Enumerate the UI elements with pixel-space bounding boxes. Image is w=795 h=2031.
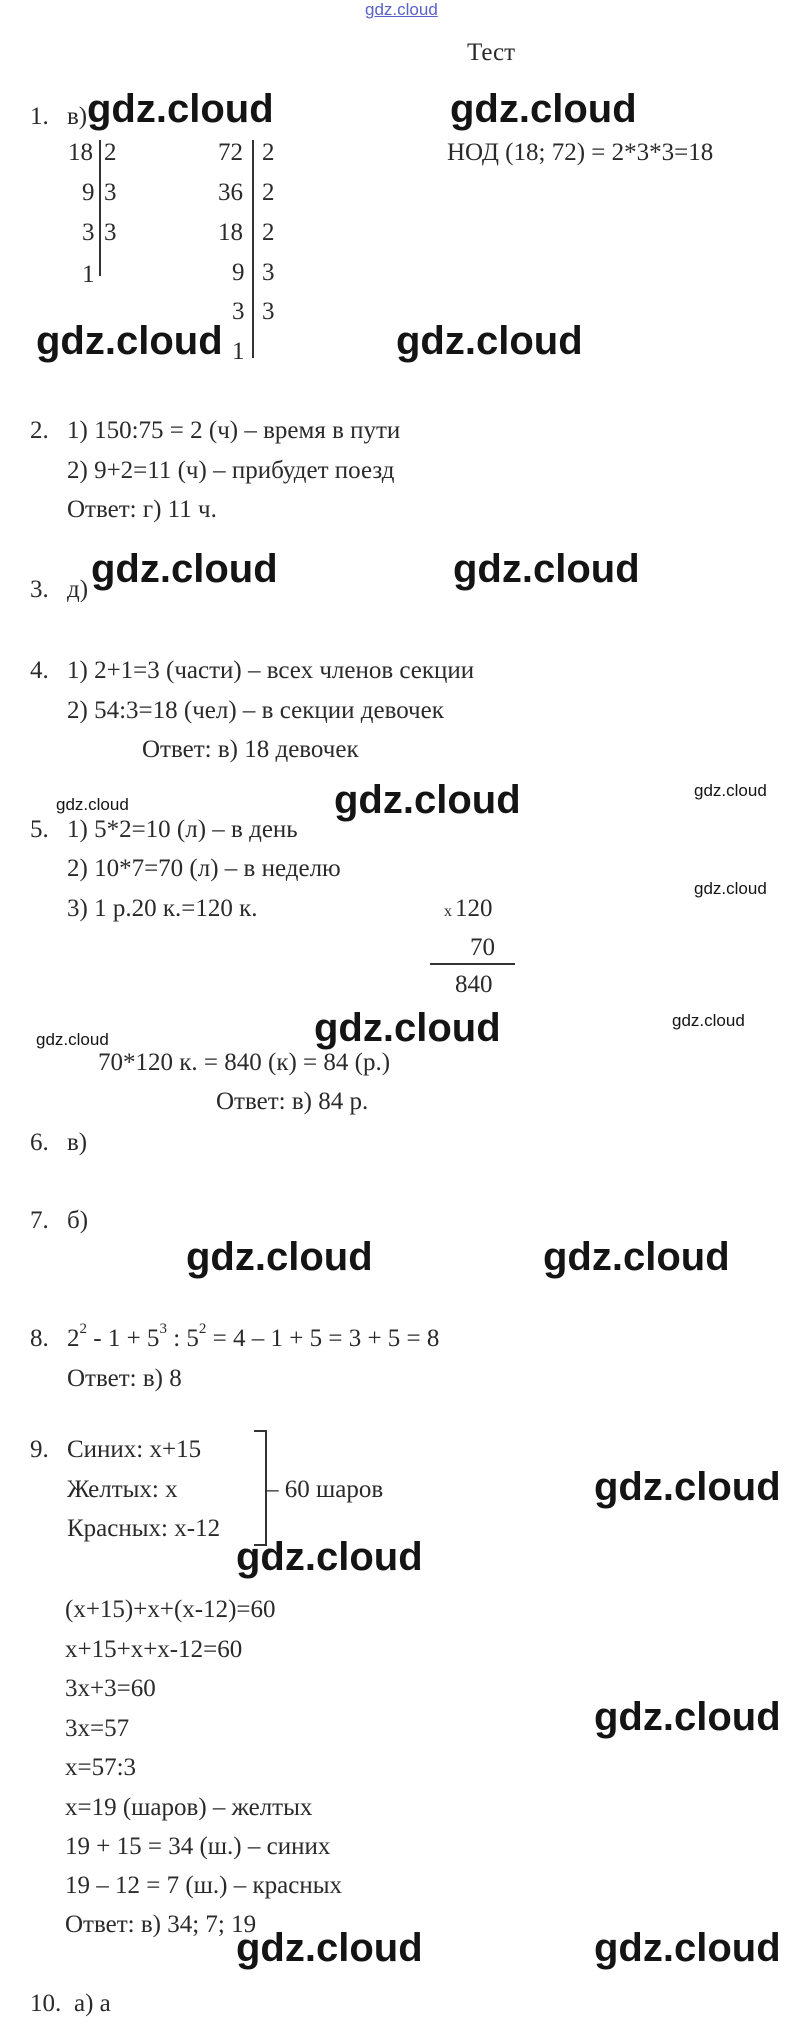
q1-b-left-0: 72 [218,139,243,166]
q1-gcd: НОД (18; 72) = 2*3*3=18 [447,139,714,166]
q5-line-2: 3) 1 р.20 к.=120 к. [67,895,258,922]
q1-b-right-2: 2 [262,219,275,246]
q4-line-1: 2) 54:3=18 (чел) – в секции девочек [67,697,444,724]
watermark: gdz.cloud [236,1535,423,1579]
q1-b-left-5: 1 [232,338,245,365]
q5-mult-result: 840 [455,971,493,998]
q6-number: 6. [30,1129,49,1156]
q1-b-right-4: 3 [262,298,275,325]
q9-number: 9. [30,1436,49,1463]
q1-b-left-2: 18 [218,219,243,246]
q1-b-right-0: 2 [262,139,275,166]
watermark: gdz.cloud [453,547,640,591]
q1-answer: в) [67,103,88,130]
watermark: gdz.cloud [672,1011,745,1030]
watermark: gdz.cloud [543,1235,730,1279]
q10-answer: а) а [74,1990,111,2017]
watermark: gdz.cloud [334,778,521,822]
q9-step-7: 19 – 12 = 7 (ш.) – красных [65,1872,343,1899]
watermark: gdz.cloud [594,1926,781,1970]
site-link-top[interactable]: gdz.cloud [365,0,438,19]
q4-line-0: 1) 2+1=3 (части) – всех членов секции [67,657,475,684]
q5-mult-b: 70 [470,934,495,961]
q1-b-right-3: 3 [262,259,275,286]
q1-a-left-1: 9 [82,179,95,206]
q7-number: 7. [30,1207,49,1234]
q9-step-4: x=57:3 [65,1754,137,1781]
watermark: gdz.cloud [91,547,278,591]
q1-a-right-0: 2 [104,139,117,166]
q1-a-right-1: 3 [104,179,117,206]
q5-mult-a: 120 [455,895,493,922]
q5-line-1: 2) 10*7=70 (л) – в неделю [67,855,341,882]
watermark: gdz.cloud [87,87,274,131]
q1-number: 1. [30,103,49,130]
q10-number: 10. [30,1990,62,2017]
watermark: gdz.cloud [186,1235,373,1279]
q3-number: 3. [30,576,49,603]
watermark: gdz.cloud [594,1465,781,1509]
q1-b-left-3: 9 [232,259,245,286]
q5-calc: 70*120 к. = 840 (к) = 84 (р.) [98,1049,391,1076]
q1-a-left-2: 3 [82,219,95,246]
q5-mult-sign: x [444,903,452,920]
q1-a-divider [99,140,101,276]
q1-b-divider [252,140,254,358]
q9-step-2: 3x+3=60 [65,1675,156,1702]
q7-answer: б) [67,1207,89,1234]
watermark: gdz.cloud [450,87,637,131]
q9-row-2: Красных: x-12 [67,1515,221,1542]
q1-b-left-4: 3 [232,298,245,325]
q1-b-left-1: 36 [218,179,243,206]
q2-number: 2. [30,417,49,444]
q1-a-left-0: 18 [68,139,93,166]
q9-step-5: x=19 (шаров) – желтых [65,1794,313,1821]
q9-step-0: (x+15)+x+(x-12)=60 [65,1596,276,1623]
q2-line-2: Ответ: г) 11 ч. [67,496,217,523]
q8-expression: $2^2 - 1 + 5^3$ : $5^2 = 4 - 1 + 5 = 3 + 5 = 8$ [67,1321,440,1352]
q1-a-left-3: 1 [82,261,95,288]
watermark: gdz.cloud [36,1030,109,1049]
watermark: gdz.cloud [694,781,767,800]
q2-line-0: 1) 150:75 = 2 (ч) – время в пути [67,417,401,444]
q5-answer: Ответ: в) 84 р. [216,1088,369,1115]
watermark: gdz.cloud [594,1695,781,1739]
watermark: gdz.cloud [56,795,129,814]
page-title: Тест [467,39,516,66]
q9-row-1: Желтых: x [67,1476,178,1503]
q8-answer: Ответ: в) 8 [67,1365,182,1392]
watermark: gdz.cloud [314,1006,501,1050]
q9-row-0: Синих: x+15 [67,1436,202,1463]
q5-number: 5. [30,816,49,843]
q9-step-8: Ответ: в) 34; 7; 19 [65,1911,257,1938]
q6-answer: в) [67,1129,88,1156]
q3-answer: д) [67,576,89,603]
q2-line-1: 2) 9+2=11 (ч) – прибудет поезд [67,457,395,484]
q9-step-6: 19 + 15 = 34 (ш.) – синих [65,1833,331,1860]
q1-b-right-1: 2 [262,179,275,206]
q9-step-1: x+15+x+x-12=60 [65,1636,243,1663]
watermark: gdz.cloud [694,879,767,898]
watermark: gdz.cloud [236,1926,423,1970]
q5-mult-line [430,963,515,965]
q8-number: 8. [30,1325,49,1352]
watermark: gdz.cloud [396,319,583,363]
q4-answer: Ответ: в) 18 девочек [142,736,359,763]
q4-number: 4. [30,657,49,684]
q9-total: – 60 шаров [266,1476,384,1503]
watermark: gdz.cloud [36,319,223,363]
q9-step-3: 3x=57 [65,1715,130,1742]
q1-a-right-2: 3 [104,219,117,246]
q5-line-0: 1) 5*2=10 (л) – в день [67,816,298,843]
